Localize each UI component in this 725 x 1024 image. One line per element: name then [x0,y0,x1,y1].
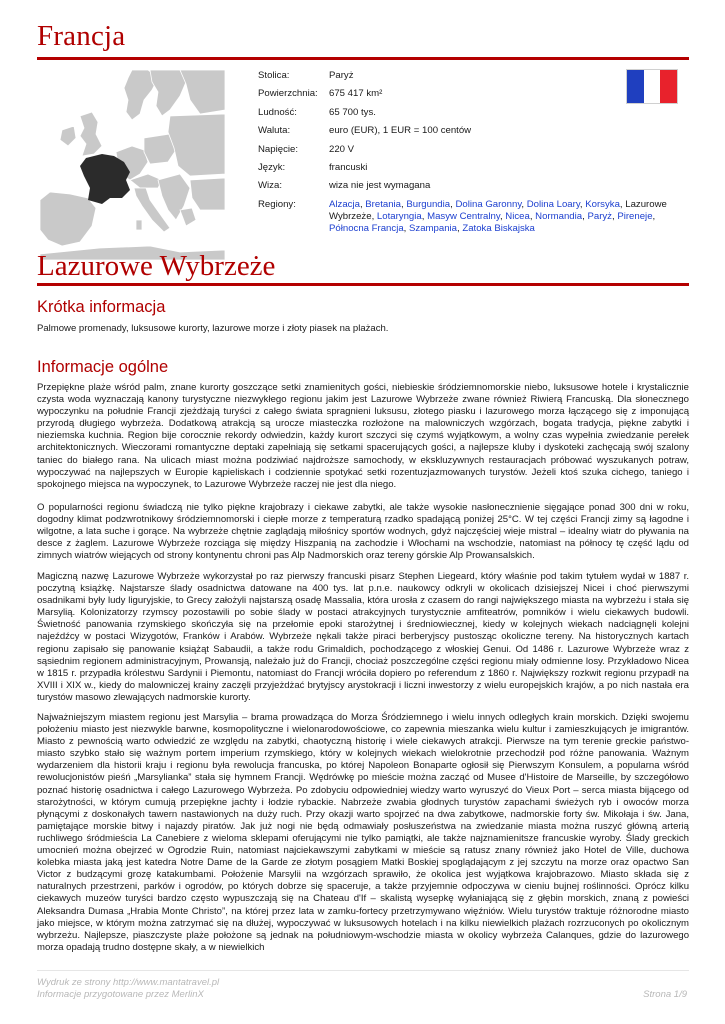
fact-value: wiza nie jest wymagana [329,180,431,192]
flag-stripe [627,70,644,103]
region-divider [37,283,689,286]
fact-row [258,88,678,106]
footer-credit: Informacje przygotowane przez MerlinX [37,989,204,1000]
fact-value: 220 V [329,143,355,155]
short-info-text: Palmowe promenady, luksusowe kurorty, lazurowe morze i złoty piasek na plażach. [37,323,389,334]
fact-label: Stolica: [258,70,290,81]
title-divider [37,57,689,60]
page-number: Strona 1/9 [643,989,687,1000]
fact-row [258,180,678,198]
fact-value: 65 700 tys. [329,106,376,118]
fact-row [258,162,678,180]
region-link[interactable]: Normandia [535,210,583,222]
fact-label: Wiza: [258,180,282,192]
fact-row [258,107,678,125]
fact-row [258,70,678,88]
footer-divider [37,970,689,971]
region-link[interactable]: Paryż [587,210,612,222]
region-link[interactable]: Nicea [505,210,530,222]
flag-stripe [660,70,677,103]
region-link[interactable]: Alzacja [329,198,360,210]
fact-value: 675 417 km² [329,88,383,100]
region-link[interactable]: Bretania [365,198,402,210]
region-title: Lazurowe Wybrzeże [37,250,276,282]
fact-label: Język: [258,161,286,173]
short-info-heading: Krótka informacja [37,298,166,316]
region-link[interactable]: Pireneje [617,210,653,222]
fact-label: Napięcie: [258,143,298,155]
regions-list: Alzacja, Bretania, Burgundia, Dolina Garonny, Dolina Loary, Korsyka, Lazurowe Wybrzeże, Lotaryngia, Masyw Centralny, Nicea, Normandia, Paryż, Pireneje, Północna Francja, Szampania, Zatoka Biskajska [329,198,667,234]
fact-value: euro (EUR), 1 EUR = 100 centów [329,125,472,137]
fact-label: Ludność: [258,106,297,118]
region-link[interactable]: Szampania [409,222,458,234]
france-flag [627,70,677,103]
region-link[interactable]: Burgundia [406,198,451,210]
region-link[interactable]: Północna Francja [329,222,404,234]
fact-value: Paryż [329,70,354,81]
fact-value: francuski [329,161,368,173]
region-current: Lazurowe Wybrzeże [329,198,667,222]
region-link[interactable]: Masyw Centralny [427,210,500,222]
fact-label: Powierzchnia: [258,88,318,100]
flag-stripe [644,70,661,103]
footer-source: Wydruk ze strony http://www.mantatravel.pl [37,977,220,988]
europe-map [40,70,225,260]
fact-row [258,144,678,162]
fact-row [258,125,678,143]
country-title: Francja [37,20,126,52]
paragraph: Przepiękne plaże wśród palm, znane kurorty goszczące setki znamienitych gości, niebieskie śródziemnomorskie niebo, luksusowe hotele i krystalicznie czysta woda wyznaczają kanony turystyczne niezwykłego regionu jakim jest Lazurowe Wybrzeże zwane również Riwierą Francuską. Dla słonecznego wypoczynku na południe Francji zjeżdżają turyści z całego świata spragnieni luksusu, złotego piasku i lazurowego morza łączącego się z imponującą przyrodą długiego wybrzeża. Dodatkową atrakcją są urocze miasteczka rozłożone na malowniczych wzgórzach, bogata tradycja, piękne zabytki i nieziemska kuchnia. Region bije corocznie rekordy odwiedzin, każdy kurort szczyci się czymś wyjątkowym, a wolny czas wypełnia zwiedzanie perełek architektonicznych. Wieczorami romantyczne deptaki zapełniają się setkami spacerujących gości, a najlepsze kluby i dyskoteki zachęcają swój szalony taniec do białego rana. Na ulicach miast można podziwiać najdroższe samochody, w ekskluzywnych restauracjach próbować wyszukanych potraw, wypoczywać na najlepszych w Europie kąpieliskach i codziennie spotykać setki rozentuzjazmowanych turystów. Jeżeli ktoś szuka cichego, taniego i spokojnego miejsca na wypoczynek, to Lazurowe Wybrzeże raczej nie jest dla niego. [37,382,689,490]
paragraph: Najważniejszym miastem regionu jest Marsylia – brama prowadząca do Morza Śródziemnego i wielu innych odległych krain morskich. Dzięki swojemu położeniu miasto jest niezwykle barwne, kosmopolityczne i wielonarodowościowe, co zapewnia mieszanka wielu kultur i zamieszkujących je imigrantów. Miasto z pewnością warto odwiedzić ze względu na zabytki, chaotyczną historię i wiele ciekawych atrakcji. Pierwsze na tym terenie greckie państwo-miasto szybko stało się ważnym portem imperium rzymskiego, który w kolejnych wiekach wielokrotnie przechodził pod różne panowania. Ważnym wydarzeniem dla historii kraju i regionu była rewolucja francuska, po której Napoleon Bonaparte ogłosił się Pierwszym Konsulem, a popularna wśród rewolucjonistów pieśń „Marsylianka” stała się hymnem Francji. Wędrówkę po mieście można zacząć od Musee d'Histoire de Marseille, by szczegółowo poznać historię osadnictwa i całego Lazurowego Wybrzeża. Po zdobyciu odpowiedniej wiedzy warto wyruszyć do Vieux Port – serca miasta bijącego od starożytności, w którym cumują przepiękne jachty i łodzie rybackie. Nabrzeże zwabia głodnych turystów zapachami świeżych ryb i owoców morza płynącymi z doskonałych tawern nastawionych na duży ruch. Przy okazji warto spojrzeć na dwa zabytkowe, nadmorskie forty św. Mikołaja i św. Jana, pamiętające morskie bitwy i najazdy piratów. Jak już nogi nie będą odmawiały posłuszeństwa na zwiedzanie miasta można ruszyć główną arterią ruchliwego śródmieścia La Canebiere z wieloma sklepami oferującymi nie tylko pamiątki, ale także najznamienitsze francuskie wyroby. Ślady greckich umocnień można obejrzeć w Ogrodzie Ruin, natomiast najciekawszymi zabytkami w mieście są ratusz znany również jako Hotel de Ville, duchowa kolebka miasta jaką jest katedra Notre Dame de la Garde ze złotym posągiem Matki Boskiej spoglądającym z jej szczytu na morze oraz opactwo San Victor z budzącymi grozę katakumbami. Położenie Marsylii na wzgórzach sprawiło, że okolica jest wyjątkowa krajobrazowo. Miasto składa się z naturalnych przestrzeni, parków i ogrodów, po których dobrze się spaceruje, a także przyjemnie odpoczywa w cieniu bujnej roślinności. Oprócz kilku ciekawych muzeów turyści bardzo często wypuszczają się na Chateau d'If – skalistą wysepkę wyłaniającą się z głębin morskich, znaną z powieści Aleksandra Dumasa „Hrabia Monte Christo”, na której przez lata w zamku-fortecy przetrzymywano więźniów. Wielu turystów traktuje różnorodne miasto jako miejsce, w którym można zatrzymać się na dłużej, wypoczywać w luksusowych hotelach i na kilku niewielkich plażach rozrzuconych po okolicznym wybrzeżu. Najlepsze, piaszczyste plaże położone są jednak na południowym-wschodzie miasta w okolicy wybrzeża Calanques, gdzie do lazurowego morza opadają trudno dostępne skały, a w niewielkich [37,712,689,953]
fact-row-regions [258,199,678,241]
facts-table [258,70,678,241]
region-link[interactable]: Korsyka [585,198,620,210]
footer [37,977,219,1001]
general-info-heading: Informacje ogólne [37,358,169,376]
region-link[interactable]: Zatoka Biskajska [462,222,535,234]
paragraph: Magiczną nazwę Lazurowe Wybrzeże wykorzystał po raz pierwszy francuski pisarz Stephen Liegeard, który właśnie pod takim tytułem wydał w 1887 r. poczytną książkę. Najstarsze ślady osadnictwa datowane na 400 tys. lat p.n.e. naukowcy odkryli w okolicach dzisiejszej Nicei i choć pierwszymi osadnikami były ludy liguryjskie, to Grecy założyli najstarszą osadę Massalia, która urosła z czasem do rangi największego miasta na wybrzeżu i stała się Marsylią. Kolonizatorzy rzymscy pozostawili po sobie ślady w postaci atrakcyjnych turystycznie amfiteatrów, pomników i wielu ciekawych budowli. Świetność panowania rzymskiego skończyła się na przełomie epoki starożytnej i średniowiecznej, kiedy w kolejnych wiekach nadciągnęli kolejni najeźdźcy w postaci Wizygotów, Franków i Arabów. Wybrzeże nękali także piraci berberyjscy pustosząc okoliczne tereny. Na historycznych kartach regionu zapisało się panowanie książąt Sabaudii, a także rodu Grimaldich, pochodzącego z włoskiej Genui. Od 1486 r. Lazurowe Wybrzeże wraz z sąsiednim regionem administracyjnym, Prowansją, należało już do Francji, chociaż poszczególne części regionu miały odmienne losy. Przykładowo Nicea w 1815 r. przypadła królestwu Sardynii i Piemontu, natomiast do Francji wróciła dopiero po referendum z 1860 r. Największy rozkwit regionu przypadł na XVIII i XIX w., kiedy do malowniczej krainy zaczęli przyjeżdżać brytyjscy arystokracji i liczni inwestorzy z wielu europejskich krajów, a po nich nastała era turystów masowo zlewających nadmorskie kurorty. [37,571,689,703]
fact-label: Regiony: [258,198,296,210]
fact-label: Waluta: [258,125,291,137]
region-link[interactable]: Dolina Garonny [455,198,522,210]
region-link[interactable]: Dolina Loary [526,198,580,210]
region-link[interactable]: Lotaryngia [376,210,422,222]
paragraph: O popularności regionu świadczą nie tylko piękne krajobrazy i ciekawe zabytki, ale także wysokie nasłonecznienie sięgające ponad 300 dni w roku, dogodny klimat podzwrotnikowy śródziemnomorski i ciepłe morze z temperaturą rzadko spadającą poniżej 25°C. W tej części Francji zimy są łagodne i wilgotne, a lata suche i gorące. Na wybrzeże chętnie zaglądają miłośnicy sportów wodnych, gdyż najczęściej wieje mistral – idealny wiatr do pływania na desce z żaglem. Lazurowe Wybrzeże rozciąga się między Hiszpanią na zachodzie i Włochami na wschodzie, natomiast na północy tę część lądu od zimnych wiatrów wiejących od strony kontynentu chroni pas Alp Nadmorskich oraz tereny górskie Alp Prowansalskich. [37,502,689,562]
